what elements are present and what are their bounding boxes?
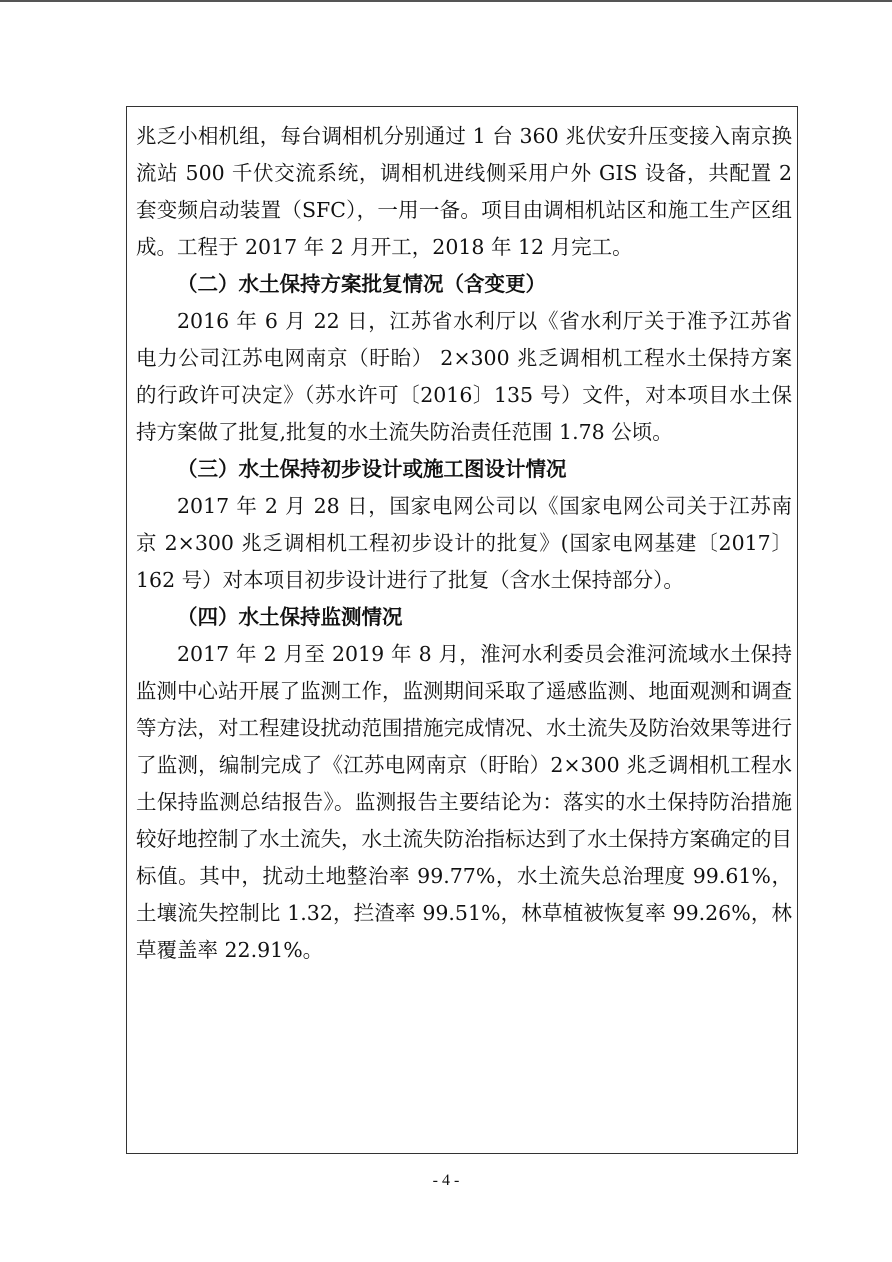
page-number: - 4 - — [432, 1172, 460, 1189]
heading-preliminary-design: （三）水土保持初步设计或施工图设计情况 — [177, 457, 567, 481]
document-body — [136, 118, 792, 969]
page-top-edge — [0, 0, 892, 2]
paragraph-project-overview: 兆乏小相机组，每台调相机分别通过 1 台 360 兆伏安升压变接入南京换流站 500 千伏交流系统，调相机进线侧采用户外 GIS 设备，共配置 2 套变频启动装置（SFC），一用一备。项目由调相机站区和施工生产区组成。工程于 2017 年 2 月开工，2018 年 12 月完工。 — [136, 124, 792, 259]
paragraph-soil-plan-approval: 2016 年 6 月 22 日，江苏省水利厅以《省水利厅关于准予江苏省电力公司江苏电网南京（盱眙） 2×300 兆乏调相机工程水土保持方案的行政许可决定》（苏水许可〔2016〕135 号）文件，对本项目水土保持方案做了批复,批复的水土流失防治责任范围 1.78 公顷。 — [136, 309, 792, 444]
paragraph-monitoring: 2017 年 2 月至 2019 年 8 月，淮河水利委员会淮河流域水土保持监测中心站开展了监测工作，监测期间采取了遥感监测、地面观测和调查等方法，对工程建设扰动范围措施完成情况、水土流失及防治效果等进行了监测，编制完成了《江苏电网南京（盱眙）2×300 兆乏调相机工程水土保持监测总结报告》。监测报告主要结论为：落实的水土保持防治措施较好地控制了水土流失，水土流失防治指标达到了水土保持方案确定的目标值。其中，扰动土地整治率 99.77%，水土流失总治理度 99.61%，土壤流失控制比 1.32，拦渣率 99.51%，林草植被恢复率 99.26%，林草覆盖率 22.91%。 — [136, 642, 792, 962]
paragraph-preliminary-design: 2017 年 2 月 28 日，国家电网公司以《国家电网公司关于江苏南京 2×300 兆乏调相机工程初步设计的批复》(国家电网基建〔2017〕162 号）对本项目初步设计进行了批复（含水土保持部分）。 — [136, 494, 792, 592]
heading-soil-plan-approval: （二）水土保持方案批复情况（含变更） — [177, 272, 546, 296]
heading-monitoring: （四）水土保持监测情况 — [177, 605, 403, 629]
